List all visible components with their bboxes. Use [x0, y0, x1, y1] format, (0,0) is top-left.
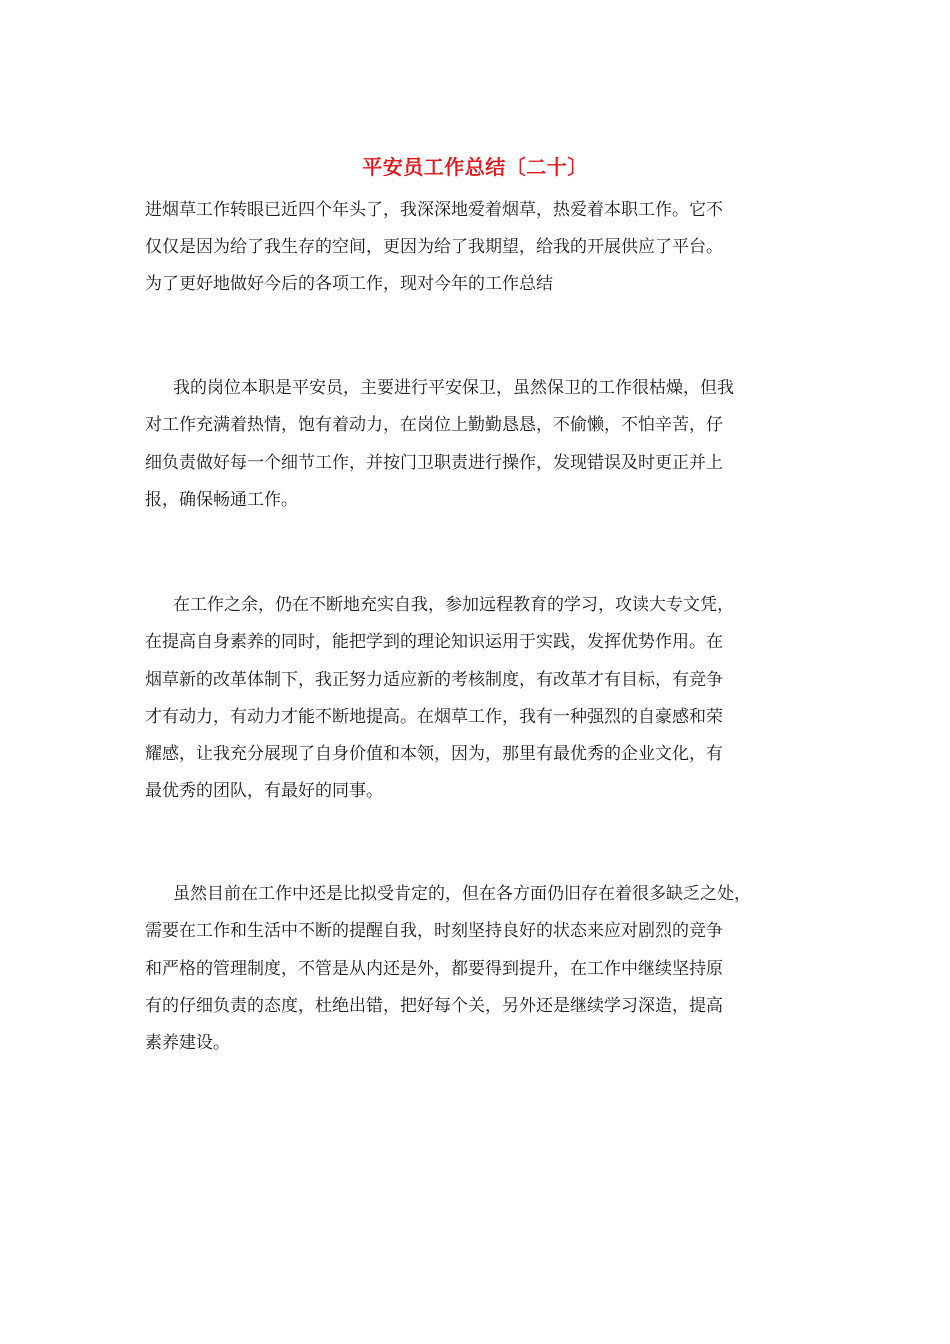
paragraph-1-line-3: 为了更好地做好今后的各项工作，现对今年的工作总结: [145, 274, 553, 294]
page-title: 平安员工作总结〔二十〕: [362, 155, 588, 179]
paragraph-1-line-2: 仅仅是因为给了我生存的空间，更因为给了我期望，给我的开展供应了平台。: [145, 237, 723, 257]
paragraph-3-line-1: 在工作之余，仍在不断地充实自我，参加远程教育的学习，攻读大专文凭，: [173, 595, 734, 615]
paragraph-2-line-1: 我的岗位本职是平安员，主要进行平安保卫，虽然保卫的工作很枯燥，但我: [173, 378, 734, 398]
paragraph-4-line-4: 有的仔细负责的态度，杜绝出错，把好每个关，另外还是继续学习深造，提高: [145, 996, 723, 1016]
paragraph-2-line-4: 报，确保畅通工作。: [145, 490, 298, 510]
paragraph-4-line-3: 和严格的管理制度，不管是从内还是外，都要得到提升，在工作中继续坚持原: [145, 959, 723, 979]
paragraph-4-line-5: 素养建设。: [145, 1033, 230, 1053]
paragraph-4-line-1: 虽然目前在工作中还是比拟受肯定的，但在各方面仍旧存在着很多缺乏之处，: [173, 884, 751, 904]
paragraph-3-line-5: 耀感，让我充分展现了自身价值和本领，因为，那里有最优秀的企业文化，有: [145, 744, 723, 764]
paragraph-2-line-3: 细负责做好每一个细节工作，并按门卫职责进行操作，发现错误及时更正并上: [145, 453, 723, 473]
paragraph-3-line-3: 烟草新的改革体制下，我正努力适应新的考核制度，有改革才有目标，有竞争: [145, 670, 723, 690]
paragraph-3-line-4: 才有动力，有动力才能不断地提高。在烟草工作，我有一种强烈的自豪感和荣: [145, 707, 723, 727]
paragraph-1-line-1: 进烟草工作转眼已近四个年头了，我深深地爱着烟草，热爱着本职工作。它不: [145, 200, 723, 220]
paragraph-3-line-2: 在提高自身素养的同时，能把学到的理论知识运用于实践，发挥优势作用。在: [145, 632, 723, 652]
paragraph-3-line-6: 最优秀的团队，有最好的同事。: [145, 781, 383, 801]
paragraph-4-line-2: 需要在工作和生活中不断的提醒自我，时刻坚持良好的状态来应对剧烈的竞争: [145, 921, 723, 941]
paragraph-2-line-2: 对工作充满着热情，饱有着动力，在岗位上勤勤恳恳，不偷懒，不怕辛苦，仔: [145, 415, 723, 435]
